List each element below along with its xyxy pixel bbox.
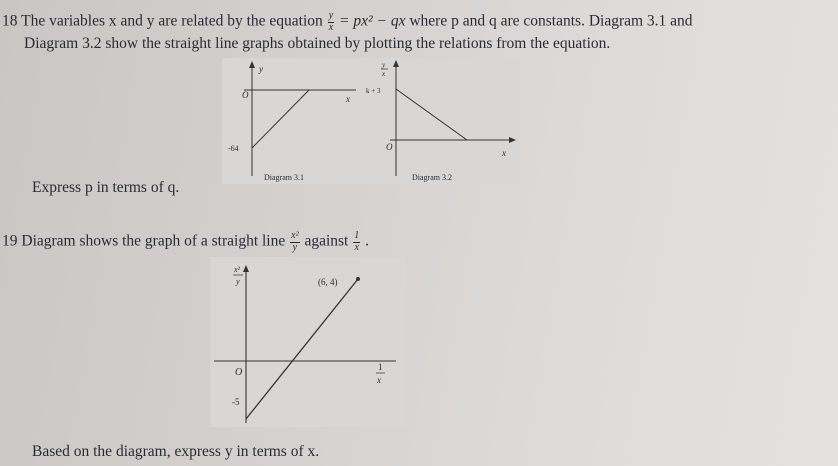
d31-y-label: y (259, 64, 263, 74)
diagram-3-1 (222, 58, 368, 184)
diagram-3-1-panel (222, 58, 368, 184)
q19-number: 19 (2, 232, 18, 250)
q19-frac1-den: y (292, 241, 298, 253)
q19-origin-label: O (235, 367, 243, 378)
q18-line2: Diagram 3.2 show the straight line graphs obtained by plotting the relations from the equation. (24, 35, 611, 52)
d31-x-label: x (346, 94, 350, 104)
q19-y-den: y (236, 277, 240, 286)
d32-y-den: x (382, 70, 386, 78)
q19-line (2, 231, 369, 253)
q19-diagram-panel (210, 257, 406, 427)
q19-frac1-num: x² (291, 230, 299, 241)
q18-task: Express p in terms of q. (32, 179, 180, 196)
d32-x-arrow (509, 137, 516, 143)
q19-x-num: 1 (378, 362, 383, 372)
d31-intercept-label: -64 (228, 144, 239, 153)
q19-x-den: x (377, 375, 381, 385)
q19-frac2-den: x (354, 241, 359, 253)
q18-equation-fraction (328, 11, 334, 33)
d32-graph-line (396, 89, 467, 140)
q19-fraction-1 (290, 231, 299, 253)
q19-intercept-label: -5 (232, 397, 240, 407)
q18-number: 18 (2, 12, 18, 30)
q19-point-label: (6, 4) (318, 277, 338, 287)
d32-x-label: x (502, 148, 506, 158)
q19-point-marker (356, 277, 360, 281)
d32-y-arrow (393, 60, 399, 67)
d32-y-num: y (382, 61, 386, 69)
q18-equation-rhs: = px² − qx (339, 12, 406, 30)
d32-intercept-label: k + 3 (366, 87, 381, 95)
q19-graph-line (246, 279, 358, 419)
diagram-3-2 (364, 58, 520, 184)
d31-y-arrow (249, 61, 255, 68)
q19-y-arrow (243, 265, 249, 272)
q19-text-end: . (365, 232, 369, 250)
q19-diagram (210, 257, 406, 427)
d32-origin-label: O (386, 142, 393, 152)
q19-text-before: Diagram shows the graph of a straight line (21, 232, 286, 250)
diagram-3-2-panel (364, 58, 520, 184)
q19-text-mid: against (304, 232, 349, 250)
q19-fraction-2 (353, 231, 360, 253)
q19-frac2-num: 1 (354, 230, 360, 241)
q19-task: Based on the diagram, express y in terms of x. (32, 443, 320, 460)
q18-eq-den: x (328, 21, 334, 33)
d32-caption: Diagram 3.2 (412, 173, 452, 182)
d31-origin-label: O (242, 90, 249, 100)
d31-caption: Diagram 3.1 (264, 173, 304, 182)
q18-line1 (2, 11, 693, 33)
d31-graph-line (252, 90, 309, 148)
q18-eq-num: y (328, 10, 334, 21)
q18-text-after: where p and q are constants. Diagram 3.1 and (409, 12, 693, 30)
q18-text-before: The variables x and y are related by the equation (21, 12, 323, 30)
q19-y-num: x² (234, 265, 240, 274)
